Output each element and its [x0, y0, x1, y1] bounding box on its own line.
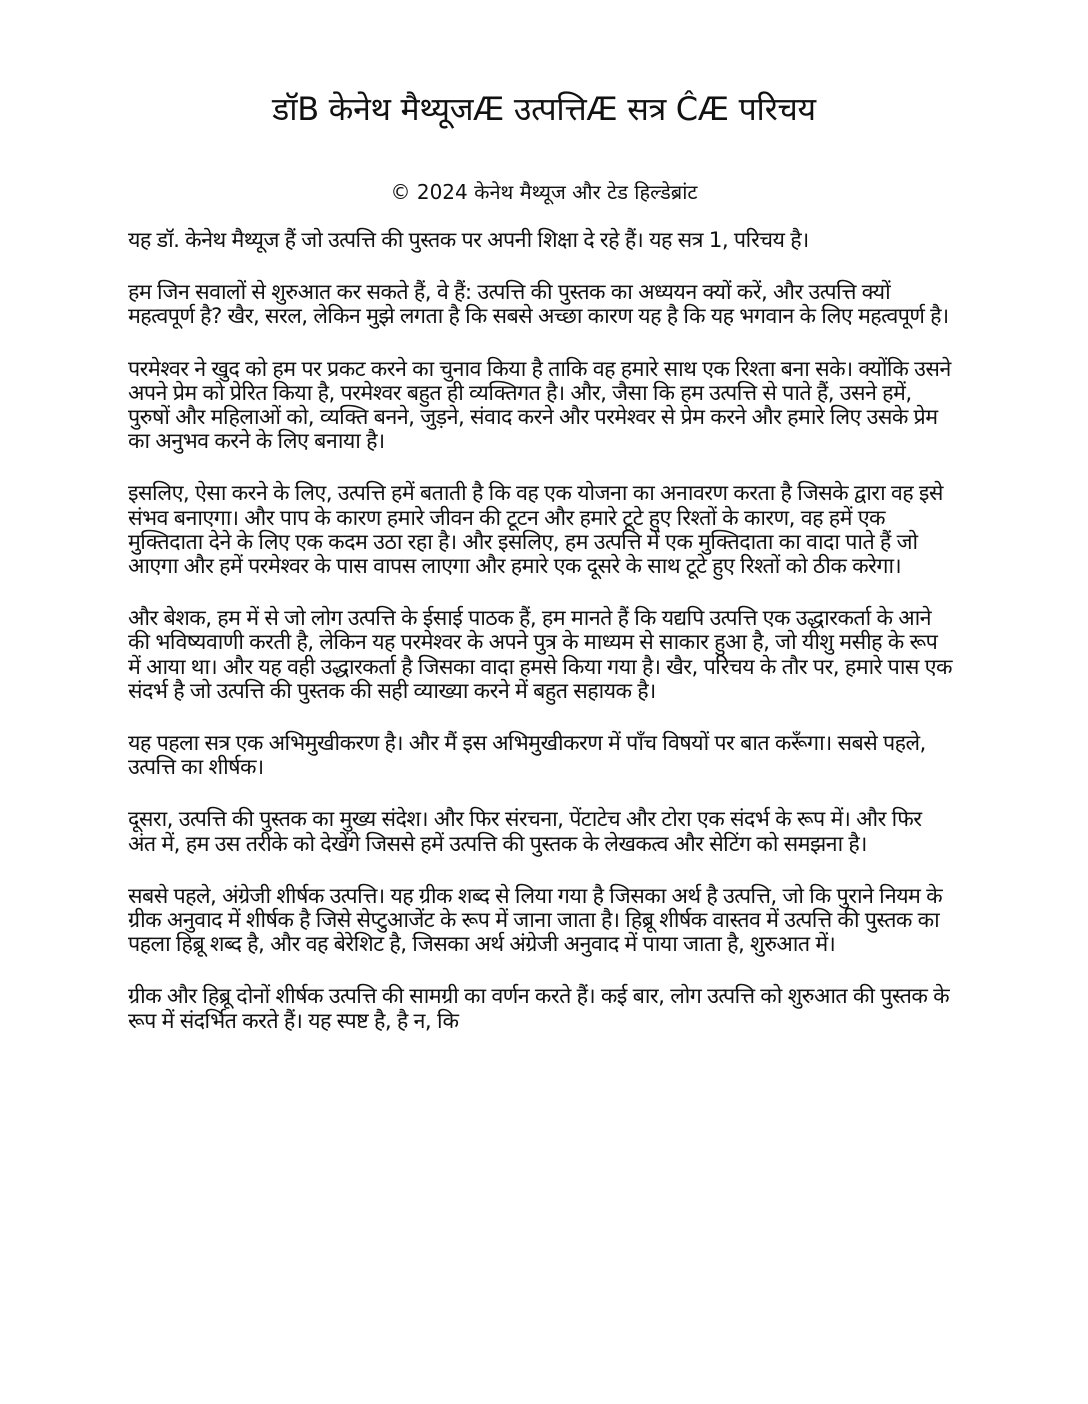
paragraph: हम जिन सवालों से शुरुआत कर सकते हैं, वे हैं: उत्पत्ति की पुस्तक का अध्ययन क्यों करें, और उत्पत्ति क्यों महत्वपूर्ण है? खैर, सरल, लेकिन मुझे लगता है कि सबसे अच्छा कारण यह है कि यह भगवान के लिए महत्वपूर्ण है।	[128, 280, 949, 330]
paragraph: यह पहला सत्र एक अभिमुखीकरण है। और मैं इस अभिमुखीकरण में पाँच विषयों पर बात करूँगा। सबसे पहले, उत्पत्ति का शीर्षक।	[128, 731, 926, 781]
paragraph: इसलिए, ऐसा करने के लिए, उत्पत्ति हमें बताती है कि वह एक योजना का अनावरण करता है जिसके द्वारा वह इसे संभव बनाएगा। और पाप के कारण हमारे जीवन की टूटन और हमारे टूटे हुए रिश्तों के कारण, वह हमें एक मुक्तिदाता देने के लिए एक कदम उठा रहा है। और इसलिए, हम उत्पत्ति में एक मुक्तिदाता का वादा पाते हैं जो आएगा और हमें परमेश्वर के पास वापस लाएगा और हमारे एक दूसरे के साथ टूटे हुए रिश्तों को ठीक करेगा।	[128, 481, 943, 580]
paragraph: दूसरा, उत्पत्ति की पुस्तक का मुख्य संदेश। और फिर संरचना, पेंटाटेच और टोरा एक संदर्भ के रूप में। और फिर अंत में, हम उस तरीके को देखेंगे जिससे हमें उत्पत्ति की पुस्तक के लेखकत्व और सेटिंग को समझना है।	[128, 807, 922, 857]
page-title: डॉB केनेथ मैथ्यूजÆ उत्पत्तिÆ सत्र ĈÆ परिचय	[272, 90, 816, 128]
document-body	[128, 229, 952, 1062]
copyright-line: © 2024 केनेथ मैथ्यूज और टेड हिल्डेब्रांट	[390, 180, 698, 204]
paragraph: यह डॉ. केनेथ मैथ्यूज हैं जो उत्पत्ति की पुस्तक पर अपनी शिक्षा दे रहे हैं। यह सत्र 1, परिचय है।	[128, 228, 809, 253]
paragraph: ग्रीक और हिब्रू दोनों शीर्षक उत्पत्ति की सामग्री का वर्णन करते हैं। कई बार, लोग उत्पत्ति को शुरुआत की पुस्तक के रूप में संदर्भित करते हैं। यह स्पष्ट है, है न, कि	[128, 984, 950, 1034]
paragraph: सबसे पहले, अंग्रेजी शीर्षक उत्पत्ति। यह ग्रीक शब्द से लिया गया है जिसका अर्थ है उत्पत्ति, जो कि पुराने नियम के ग्रीक अनुवाद में शीर्षक है जिसे सेप्टुआजेंट के रूप में जाना जाता है। हिब्रू शीर्षक वास्तव में उत्पत्ति की पुस्तक का पहला हिब्रू शब्द है, और वह बेरेशिट है, जिसका अर्थ अंग्रेजी अनुवाद में पाया जाता है, शुरुआत में।	[128, 883, 943, 958]
paragraph: और बेशक, हम में से जो लोग उत्पत्ति के ईसाई पाठक हैं, हम मानते हैं कि यद्यपि उत्पत्ति एक उद्धारकर्ता के आने की भविष्यवाणी करती है, लेकिन यह परमेश्वर के अपने पुत्र के माध्यम से साकार हुआ है, जो यीशु मसीह के रूप में आया था। और यह वही उद्धारकर्ता है जिसका वादा हमसे किया गया है। खैर, परिचय के तौर पर, हमारे पास एक संदर्भ है जो उत्पत्ति की पुस्तक की सही व्याख्या करने में बहुत सहायक है।	[128, 606, 952, 704]
paragraph: परमेश्वर ने खुद को हम पर प्रकट करने का चुनाव किया है ताकि वह हमारे साथ एक रिश्ता बना सके। क्योंकि उसने अपने प्रेम को प्रेरित किया है, परमेश्वर बहुत ही व्यक्तिगत है। और, जैसा कि हम उत्पत्ति से पाते हैं, उसने हमें, पुरुषों और महिलाओं को, व्यक्ति बनने, जुड़ने, संवाद करने और परमेश्वर से प्रेम करने और हमारे लिए उसके प्रेम का अनुभव करने के लिए बनाया है।	[128, 356, 951, 455]
